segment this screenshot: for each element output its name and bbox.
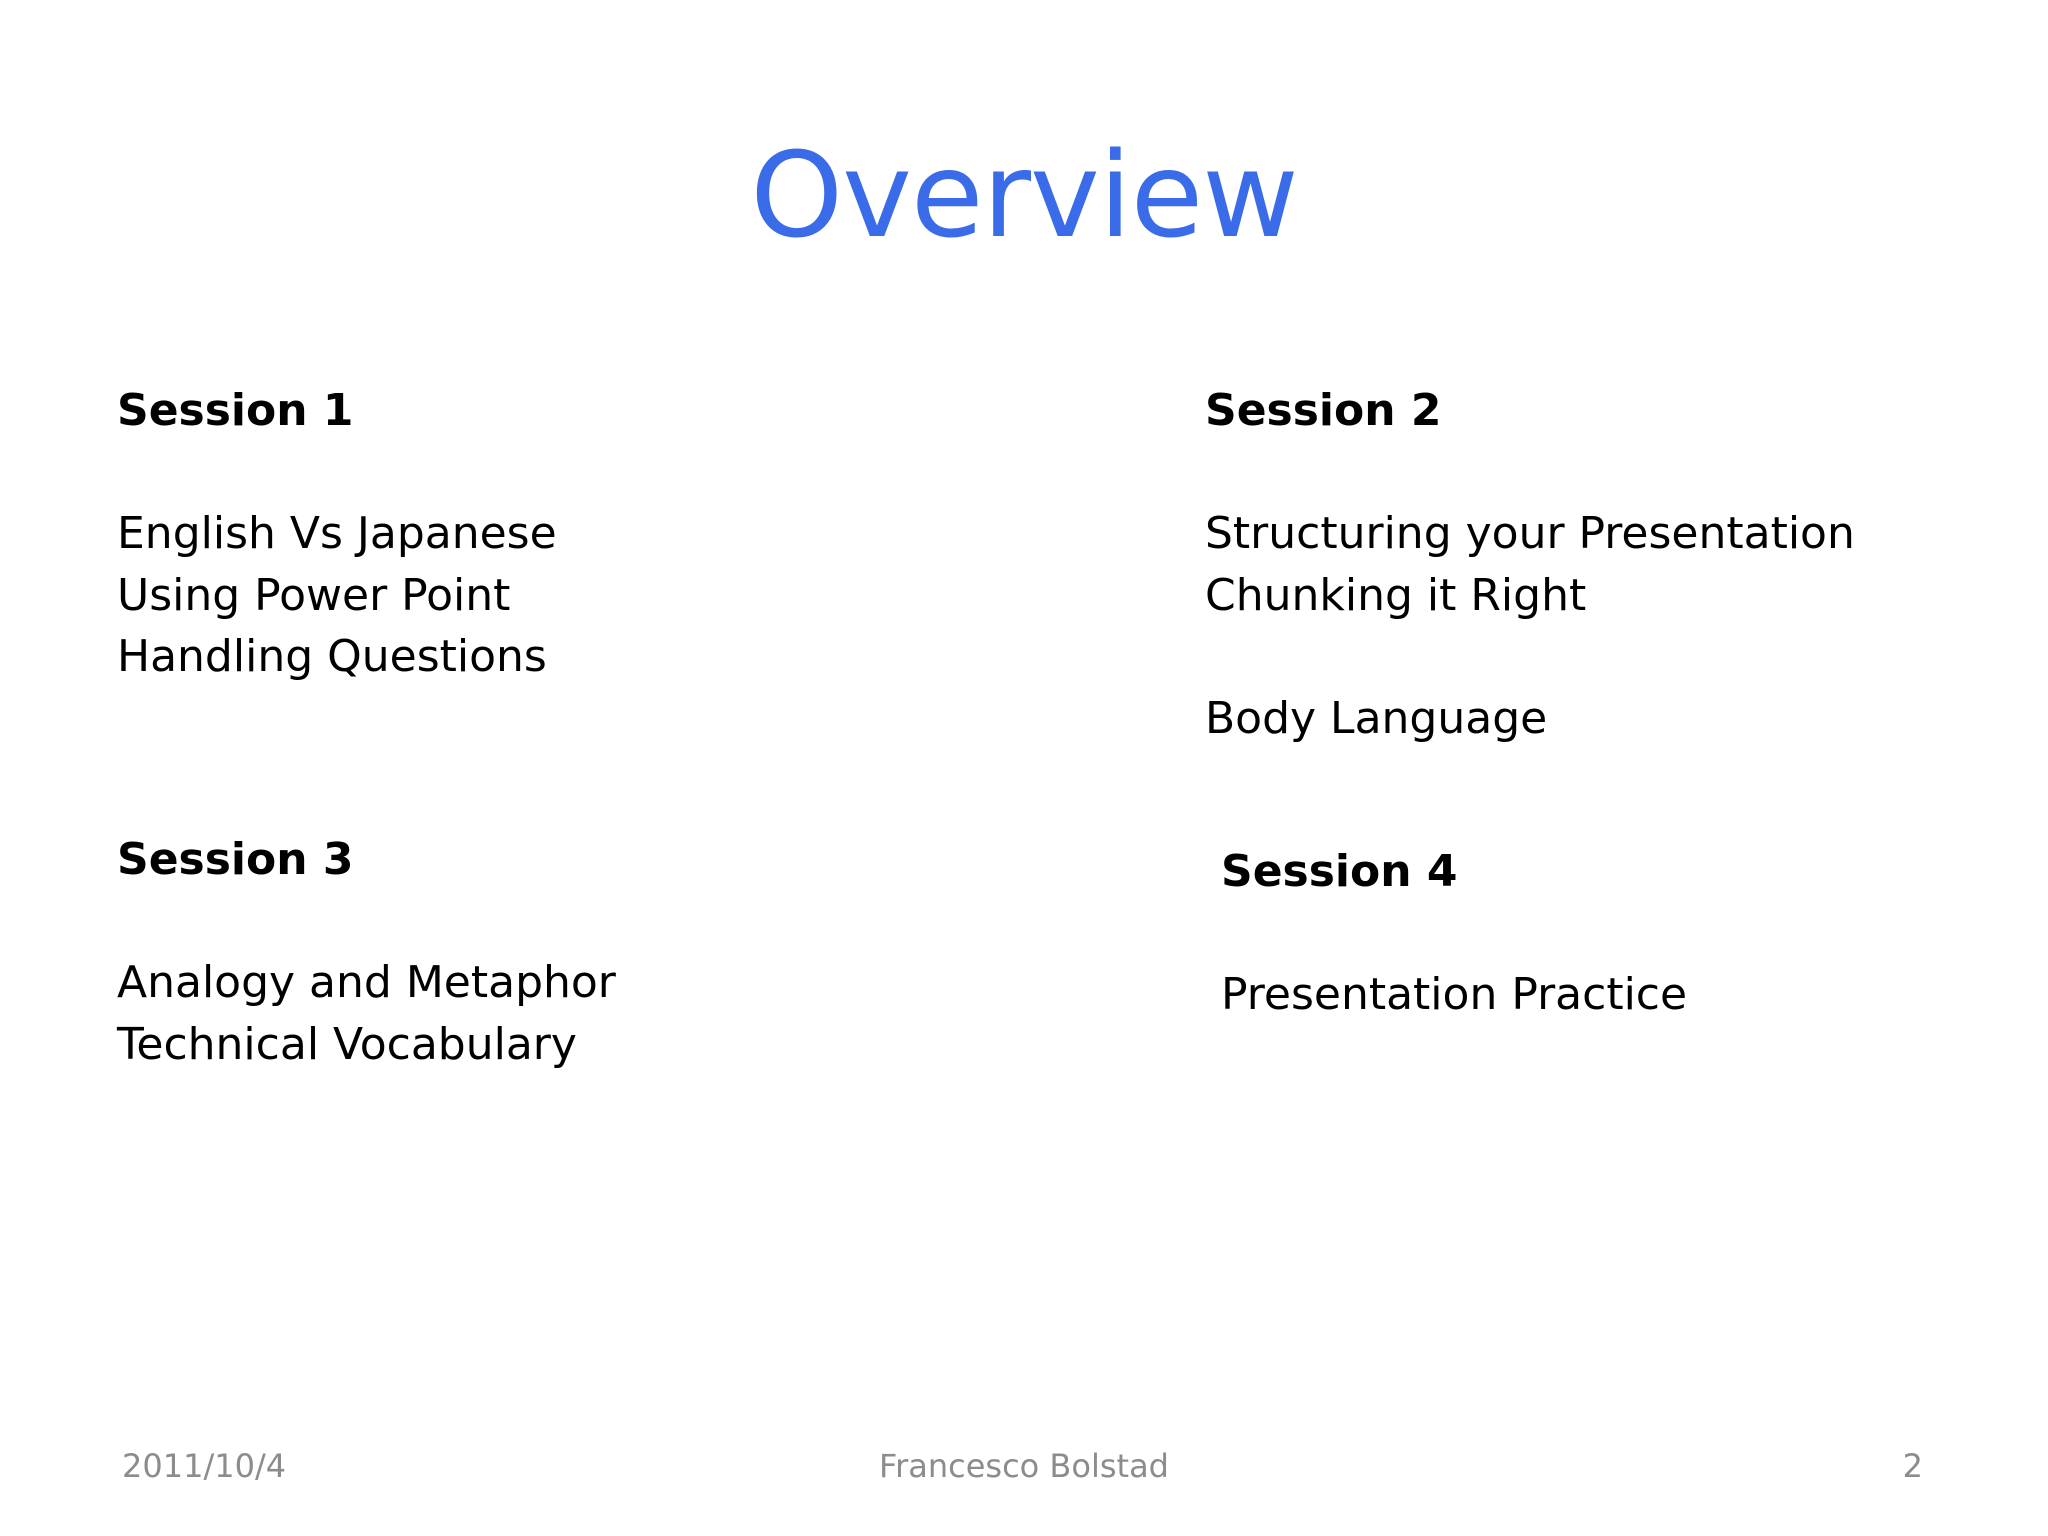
session-3-block	[117, 830, 616, 1075]
session-item: Body Language	[1205, 692, 1548, 744]
session-item: English Vs Japanese	[117, 508, 557, 559]
session-2-block	[1205, 381, 1855, 749]
footer-page-number: 2	[1902, 1447, 1923, 1485]
session-1-block	[117, 381, 557, 688]
session-item-list	[117, 503, 557, 688]
session-item-list	[1205, 503, 1855, 749]
session-item-list	[1221, 964, 1687, 1026]
footer-date: 2011/10/4	[122, 1447, 287, 1485]
session-item: Technical Vocabulary	[117, 1018, 577, 1070]
slide-title: Overview	[750, 126, 1298, 264]
session-heading: Session 1	[117, 385, 354, 436]
session-heading: Session 4	[1221, 846, 1458, 897]
session-item: Structuring your Presentation	[1205, 508, 1855, 559]
session-item: Presentation Practice	[1221, 969, 1688, 1020]
session-item: Chunking it Right	[1205, 569, 1587, 621]
session-heading: Session 2	[1205, 385, 1442, 436]
session-item: Analogy and Metaphor	[117, 957, 616, 1008]
session-item: Handling Questions	[117, 631, 547, 682]
session-heading: Session 3	[117, 834, 354, 885]
session-4-block	[1221, 842, 1687, 1026]
session-item-list	[117, 952, 616, 1075]
session-item: Using Power Point	[117, 569, 511, 621]
footer-author: Francesco Bolstad	[879, 1447, 1169, 1485]
